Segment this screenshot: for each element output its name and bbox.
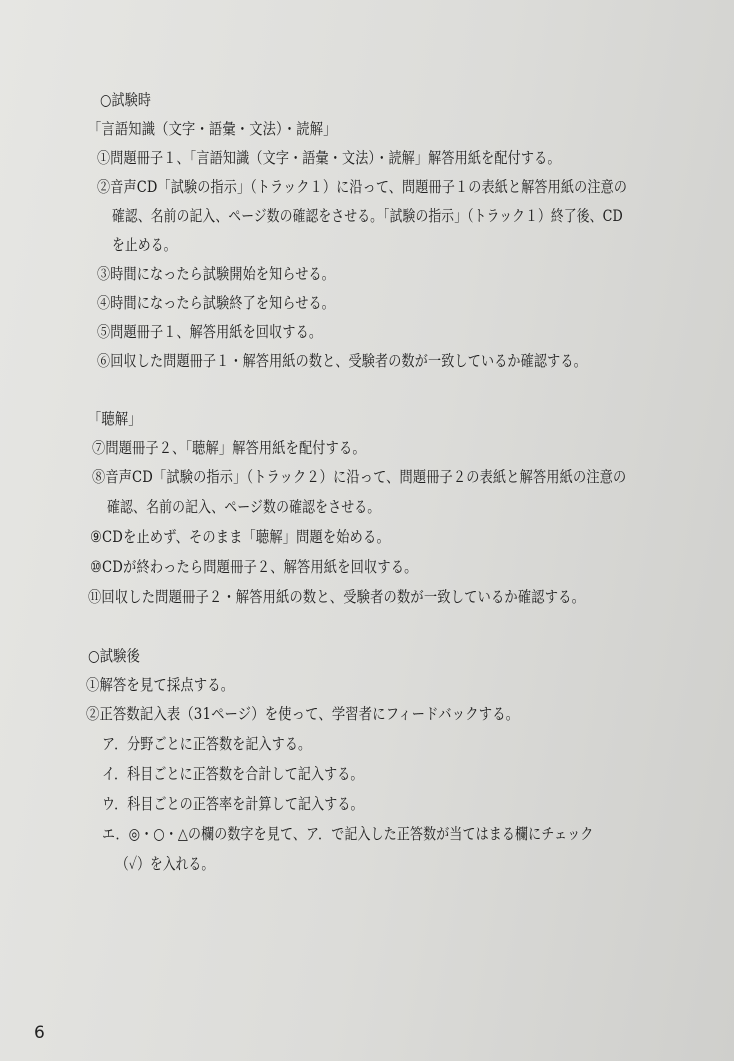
text-line: ⑥回収した問題冊子１・解答用紙の数と、受験者の数が一致しているか確認する。 [97, 352, 587, 370]
text-line: ⑦問題冊子２、「聴解」解答用紙を配付する。 [92, 439, 366, 457]
text-line: ⑩CDが終わったら問題冊子２、解答用紙を回収する。 [90, 558, 418, 576]
text-line: イ．科目ごとに正答数を合計して記入する。 [102, 765, 364, 783]
text-line: ⑤問題冊子１、解答用紙を回収する。 [97, 323, 323, 341]
text-line: 確認、名前の記入、ページ数の確認をさせる。「試験の指示」（トラック１）終了後、CD [112, 207, 623, 225]
text-line: を止める。 [112, 236, 177, 254]
text-line: エ．◎・○・△の欄の数字を見て、ア．で記入した正答数が当てはまる欄にチェック [102, 825, 594, 843]
text-line: ③時間になったら試験開始を知らせる。 [97, 265, 335, 283]
text-line: 確認、名前の記入、ページ数の確認をさせる。 [107, 498, 381, 516]
text-line: （✓）を入れる。 [116, 855, 215, 873]
page-number: 6 [34, 1023, 45, 1043]
text-line: ②音声CD「試験の指示」（トラック１）に沿って、問題冊子１の表紙と解答用紙の注意の [97, 178, 628, 196]
text-line: ウ．科目ごとの正答率を計算して記入する。 [102, 795, 364, 813]
text-line: ○試験後 [88, 647, 141, 665]
text-line: 「聴解」 [88, 410, 142, 428]
text-line: ①問題冊子１、「言語知識（文字・語彙・文法）・読解」解答用紙を配付する。 [97, 149, 561, 167]
text-line: ア．分野ごとに正答数を記入する。 [102, 735, 312, 753]
text-line: 「言語知識（文字・語彙・文法）・読解」 [88, 120, 337, 138]
text-line: ②正答数記入表（31ページ）を使って、学習者にフィードバックする。 [86, 705, 520, 723]
text-line: ⑨CDを止めず、そのまま「聴解」問題を始める。 [90, 528, 390, 546]
text-line: ⑪回収した問題冊子２・解答用紙の数と、受験者の数が一致しているか確認する。 [88, 588, 586, 606]
text-line: ○試験時 [100, 91, 152, 109]
text-line: ①解答を見て採点する。 [86, 676, 235, 694]
text-line: ④時間になったら試験終了を知らせる。 [97, 294, 335, 312]
text-line: ⑧音声CD「試験の指示」（トラック２）に沿って、問題冊子２の表紙と解答用紙の注意の [92, 468, 627, 486]
